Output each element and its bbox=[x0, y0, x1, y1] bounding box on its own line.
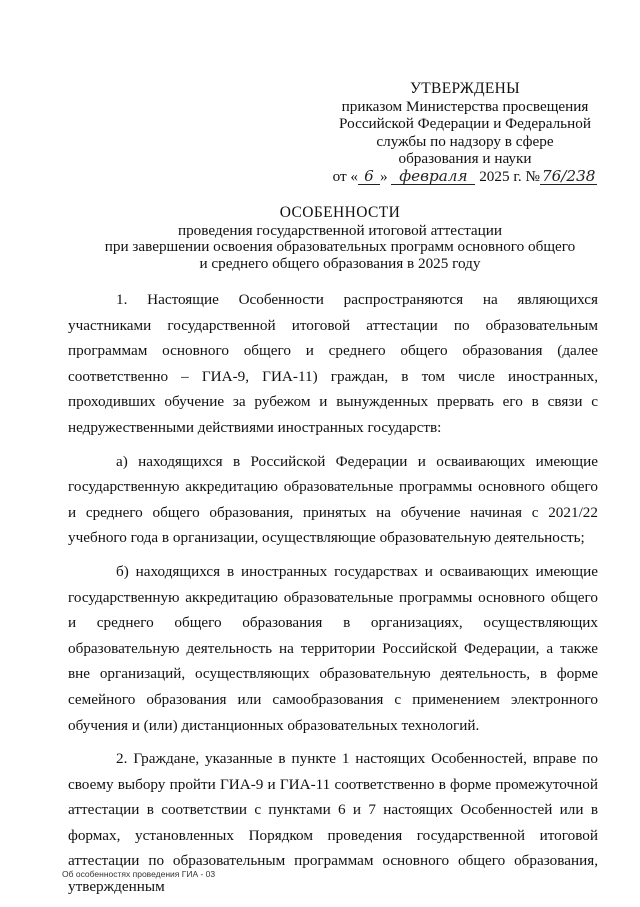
date-mid: » bbox=[380, 167, 388, 185]
date-prefix: от « bbox=[332, 167, 358, 185]
date-year: 2025 г. № bbox=[479, 167, 540, 185]
order-number: 76/238 bbox=[541, 166, 596, 185]
document-heading bbox=[60, 205, 620, 272]
page-footer: Об особенностях проведения ГИА - 03 bbox=[62, 869, 216, 879]
approval-line: службы по надзору в сфере bbox=[376, 132, 554, 150]
approval-date-line bbox=[330, 168, 600, 186]
approval-title: УТВЕРЖДЕНЫ bbox=[410, 80, 520, 97]
paragraph-2: 2. Граждане, указанные в пункте 1 настоящих Особенностей, вправе по своему выбору пройти ГИА-9 и ГИА-11 соответственно в форме промежуточной аттестации в соответствии с пунктами 6 и 7 настоящих Особенностей или в формах, установленных Порядком проведения государственной итоговой аттестации по образовательным программам основного общего образования, утвержденным bbox=[68, 750, 598, 896]
paragraph-1a: а) находящихся в Российской Федерации и осваивающих имеющие государственную аккредитацию образовательные программы основного общего и среднего общего образования, принятых на обучение начиная с 2021/22 учебного года в организации, осуществляющие образовательную деятельность; bbox=[68, 452, 598, 547]
heading-title: ОСОБЕННОСТИ bbox=[279, 204, 401, 221]
document-body bbox=[68, 287, 598, 907]
date-day: 6 bbox=[358, 169, 380, 185]
heading-line: при завершении освоения образовательных программ основного общего bbox=[104, 238, 576, 256]
approval-line: образования и науки bbox=[398, 150, 532, 168]
paragraph-1: 1. Настоящие Особенности распространяются на являющихся участниками государственной итоговой аттестации по образовательным программам основного общего и среднего общего образования (далее соответственно – ГИА-9, ГИА-11) граждан, в том числе иностранных, проходивших обучение за рубежом и вынужденных прервать его в связи с недружественными действиями иностранных государств: bbox=[68, 291, 598, 436]
approval-line: Российской Федерации и Федеральной bbox=[339, 115, 591, 133]
paragraph-1b: б) находящихся в иностранных государствах и осваивающих имеющие государственную аккредитацию образовательные программы основного общего и среднего общего образования в организациях, осуществляющих образовательную деятельность на территории Российской Федерации, а также вне организаций, осуществляющих образовательную деятельность, в форме семейного образования или самообразования с применением электронного обучения и (или) дистанционных образовательных технологий. bbox=[68, 562, 598, 734]
date-month: февраля bbox=[391, 169, 475, 185]
approval-line: приказом Министерства просвещения bbox=[341, 97, 589, 115]
approval-block bbox=[330, 80, 600, 186]
heading-line: проведения государственной итоговой аттестации bbox=[177, 221, 503, 239]
heading-line: и среднего общего образования в 2025 году bbox=[199, 254, 481, 272]
